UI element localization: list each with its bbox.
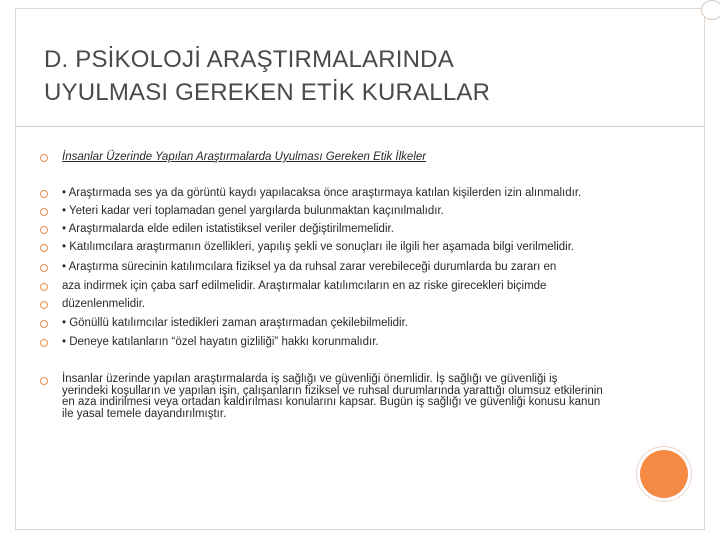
bullet-icon bbox=[40, 283, 48, 291]
paragraph-line: İnsanlar üzerinde yapılan araştırmalarda iş sağlığı ve güvenliği önemlidir. İş sağlığı ve güvenliği iş bbox=[62, 373, 558, 385]
bullet-icon bbox=[40, 226, 48, 234]
bullet-icon bbox=[40, 208, 48, 216]
bullet-icon bbox=[40, 377, 48, 385]
paragraph-line: ile yasal temele dayandırılmıştır. bbox=[62, 407, 227, 420]
heading-text: İnsanlar Üzerinde Yapılan Araştırmalarda Uyulması Gereken Etik İlkeler bbox=[62, 151, 427, 163]
list-item-text: • Katılımcılara araştırmanın özellikleri, yapılış şekli ve sonuçları ile ilgili her aşamada bilgi verilmelidir. bbox=[62, 241, 575, 253]
bullet-icon bbox=[40, 264, 48, 272]
paragraph-line: yerindeki koşulların ve yapılan işin, çalışanların fiziksel ve ruhsal durumlarında yarattığı olumsuz etkilerinin bbox=[62, 384, 603, 397]
title-divider bbox=[15, 126, 705, 127]
list-item-text: • Deneye katılanların “özel hayatın gizliliği” hakkı korunmalıdır. bbox=[62, 336, 379, 348]
bullet-icon bbox=[40, 244, 48, 252]
list-item-text: aza indirmek için çaba sarf edilmelidir. Araştırmalar katılımcıların en az riske girecekleri biçimde bbox=[62, 280, 547, 292]
bullet-icon bbox=[40, 320, 48, 328]
list-item-text: • Araştırmalarda elde edilen istatistiksel veriler değiştirilmemelidir. bbox=[62, 223, 394, 235]
bullet-icon bbox=[40, 339, 48, 347]
decorative-circle-top bbox=[701, 0, 720, 20]
decorative-circle-orange bbox=[640, 450, 688, 498]
list-item-text: • Gönüllü katılımcılar istedikleri zaman araştırmadan çekilebilmelidir. bbox=[62, 317, 408, 329]
title-line-1: D. PSİKOLOJİ ARAŞTIRMALARINDA bbox=[44, 46, 454, 73]
paragraph-line: en aza indirilmesi veya ortadan kaldırılması konularını kapsar. Bugün iş sağlığı ve güvenliği konusu kanun bbox=[62, 396, 601, 408]
bullet-icon bbox=[40, 301, 48, 309]
list-item-text: düzenlenmelidir. bbox=[62, 298, 146, 310]
list-item-text: • Araştırmada ses ya da görüntü kaydı yapılacaksa önce araştırmaya katılan kişilerden izin alınmalıdır. bbox=[62, 187, 582, 199]
list-item-text: • Araştırma sürecinin katılımcılara fiziksel ya da ruhsal zarar verebileceği durumlarda bu zararı en bbox=[62, 261, 557, 273]
list-item-text: • Yeteri kadar veri toplamadan genel yargılarda bulunmaktan kaçınılmalıdır. bbox=[62, 205, 444, 217]
paragraph bbox=[62, 374, 676, 420]
title-line-2: UYULMASI GEREKEN ETİK KURALLAR bbox=[44, 79, 491, 106]
slide-title bbox=[44, 43, 644, 109]
bullet-icon bbox=[40, 190, 48, 198]
bullet-icon bbox=[40, 154, 48, 162]
